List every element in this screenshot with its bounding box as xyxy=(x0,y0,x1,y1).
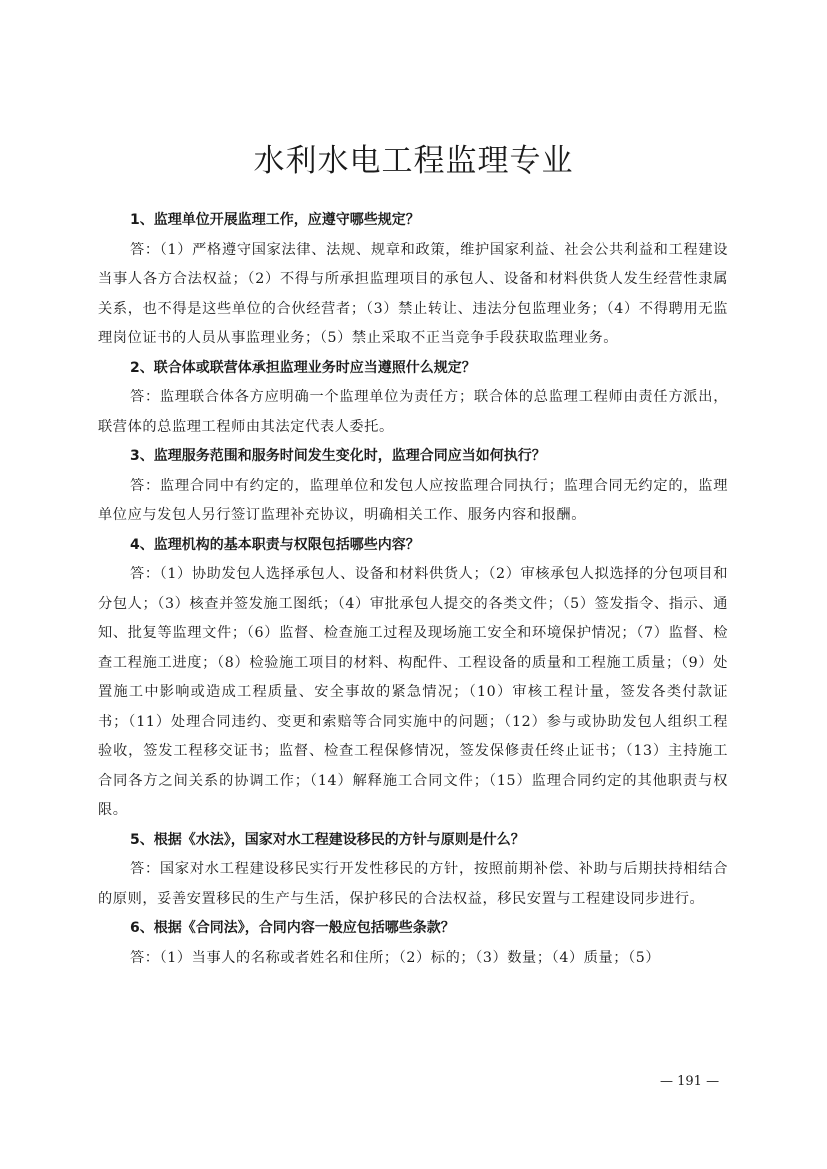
answer-1: 答：（1）严格遵守国家法律、法规、规章和政策，维护国家利益、社会公共利益和工程建设当事人各方合法权益；（2）不得与所承担监理项目的承包人、设备和材料供货人发生经营性隶属关系，也不得是这些单位的合伙经营者；（3）禁止转让、违法分包监理业务；（4）不得聘用无监理岗位证书的人员从事监理业务；（5）禁止采取不正当竞争手段获取监理业务。 xyxy=(98,241,728,346)
page-number: — 191 — xyxy=(660,1074,720,1089)
question-6: 6、根据《合同法》，合同内容一般应包括哪些条款？ xyxy=(130,920,455,936)
answer-4: 答：（1）协助发包人选择承包人、设备和材料供货人；（2）审核承包人拟选择的分包项目和分包人；（3）核查并签发施工图纸；（4）审批承包人提交的各类文件；（5）签发指令、指示、通知、批复等监理文件；（6）监督、检查施工过程及现场施工安全和环境保护情况；（7）监督、检查工程施工进度；（8）检验施工项目的材料、构配件、工程设备的质量和工程施工质量；（9）处置施工中影响或造成工程质量、安全事故的紧急情况；（10）审核工程计量，签发各类付款证书；（11）处理合同违约、变更和索赔等合同实施中的问题；（12）参与或协助发包人组织工程验收，签发工程移交证书；监督、检查工程保修情况，签发保修责任终止证书；（13）主持施工合同各方之间关系的协调工作；（14）解释施工合同文件；（15）监理合同约定的其他职责与权限。 xyxy=(98,566,728,818)
answer-5: 答：国家对水工程建设移民实行开发性移民的方针，按照前期补偿、补助与后期扶持相结合的原则，妥善安置移民的生产与生活，保护移民的合法权益，移民安置与工程建设同步进行。 xyxy=(98,861,728,907)
question-3: 3、监理服务范围和服务时间发生变化时，监理合同应当如何执行？ xyxy=(130,448,546,464)
page-title: 水利水电工程监理专业 xyxy=(253,143,574,179)
question-2: 2、联合体或联营体承担监理业务时应当遵照什么规定？ xyxy=(130,359,476,376)
question-1: 1、监理单位开展监理工作，应遵守哪些规定？ xyxy=(130,212,420,228)
answer-6: 答：（1）当事人的名称或者姓名和住所；（2）标的；（3）数量；（4）质量；（5） xyxy=(130,949,661,966)
question-5: 5、根据《水法》，国家对水工程建设移民的方针与原则是什么？ xyxy=(130,831,525,848)
answer-3: 答：监理合同中有约定的，监理单位和发包人应按监理合同执行；监理合同无约定的，监理单位应与发包人另行签订监理补充协议，明确相关工作、服务内容和报酬。 xyxy=(98,477,728,523)
answer-2: 答：监理联合体各方应明确一个监理单位为责任方；联合体的总监理工程师由责任方派出，联营体的总监理工程师由其法定代表人委托。 xyxy=(98,389,728,435)
question-4: 4、监理机构的基本职责与权限包括哪些内容？ xyxy=(130,536,420,553)
qa-content xyxy=(98,206,728,973)
